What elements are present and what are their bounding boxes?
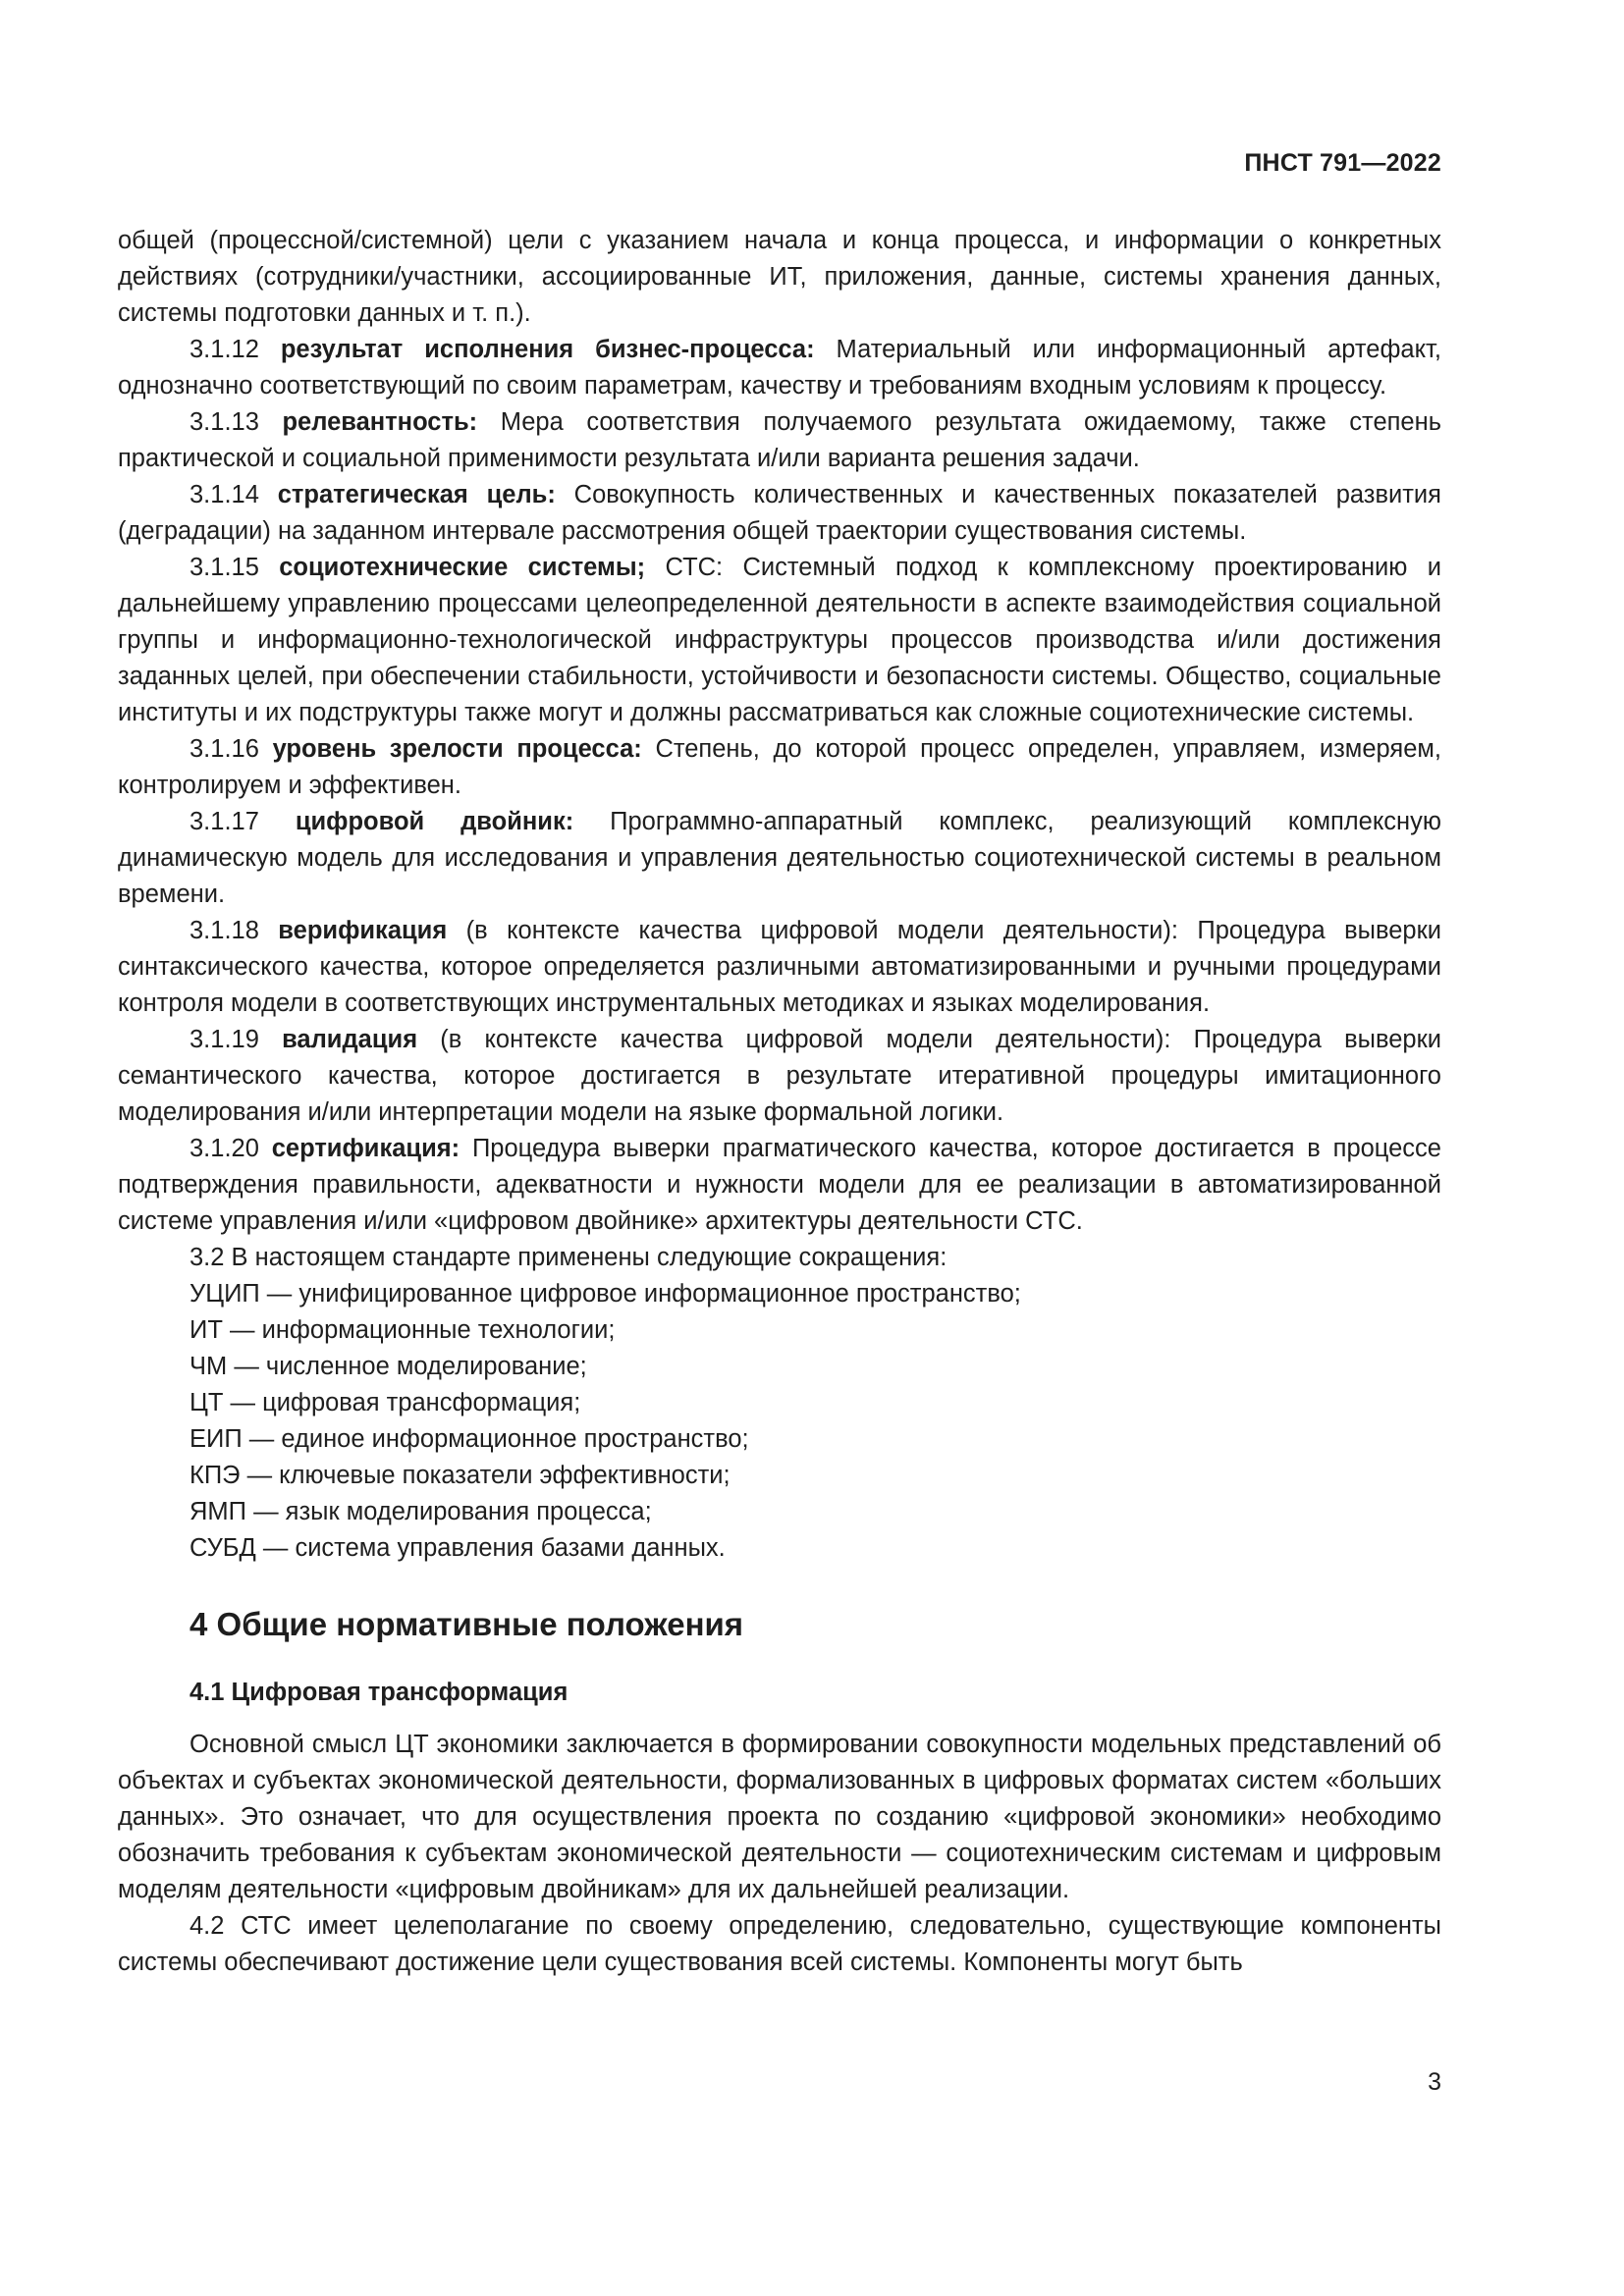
definition-3-1-14 [118,477,1441,550]
definition-number: 3.1.13 [189,408,259,436]
definition-number: 3.1.16 [189,735,259,763]
abbreviations-list [118,1276,1441,1567]
definition-text: Процедура выверки прагматического качества, которое достигается в процессе подтверждения правильности, адекватности и нужности модели для ее реализации в автоматизированной системе управления и/или «цифровом двойнике» архитектуры деятельности СТС. [118,1135,1441,1235]
abbreviation-item: КПЭ — ключевые показатели эффективности; [189,1462,731,1489]
definition-number: 3.1.15 [189,554,259,581]
abbreviation-item: ЕИП — единое информационное пространство; [189,1425,749,1453]
definition-3-1-13 [118,404,1441,477]
page-content [118,223,1441,1981]
definition-term: уровень зрелости процесса: [272,735,642,763]
definition-text: Степень, до которой процесс определен, управляем, измеряем, контролируем и эффективен. [118,735,1441,799]
definitions-list [118,332,1441,1240]
definition-number: 3.1.12 [189,336,259,363]
definition-term: социотехнические системы; [279,554,646,581]
definition-3-1-16 [118,731,1441,804]
section-paragraph: 4.2 СТС имеет целеполагание по своему определению, следовательно, существующие компоненты системы обеспечивают достижение цели существования всей системы. Компоненты могут быть [118,1912,1441,1976]
abbreviation-item: ЦТ — цифровая трансформация; [189,1389,581,1416]
abbreviation-item: СУБД — система управления базами данных. [189,1534,726,1562]
definition-text: Программно-аппаратный комплекс, реализующий комплексную динамическую модель для исследования и управления деятельностью социотехнической системы в реальном времени. [118,808,1442,908]
section-paragraph: Основной смысл ЦТ экономики заключается в формировании совокупности модельных представлений об объектах и субъектах экономической деятельности, формализованных в цифровых форматах систем «больших данных». Это означает, что для осуществления проекта по созданию «цифровой экономики» необходимо обозначить требования к субъектам экономической деятельности — социотехническим системам и цифровым моделям деятельности «цифровым двойникам» для их дальнейшей реализации. [118,1731,1441,1903]
definition-text: (в контексте качества цифровой модели деятельности): Процедура выверки семантического качества, которое достигается в результате итеративной процедуры имитационного моделирования и/или интерпретации модели на языке формальной логики. [118,1026,1442,1126]
definition-3-1-12 [118,332,1441,404]
definition-term: стратегическая цель: [277,481,556,508]
definition-number: 3.1.20 [189,1135,259,1162]
continuation-paragraph: общей (процессной/системной) цели с указанием начала и конца процесса, и информации о конкретных действиях (сотрудники/участники, ассоциированные ИТ, приложения, данные, системы хранения данных, системы подготовки данных и т. п.). [118,227,1441,327]
definition-term: верификация [278,917,448,944]
section-heading: 4 Общие нормативные положения [189,1606,744,1642]
definition-text: СТС: Системный подход к комплексному проектированию и дальнейшему управлению процессами целеопределенной деятельности в аспекте взаимодействия социальной группы и информационно-технологической инфраструктуры процессов производства и/или достижения заданных целей, при обеспечении стабильности, устойчивости и безопасности системы. Общество, социальные институты и их подструктуры также могут и должны рассматриваться как сложные социотехнические системы. [118,554,1441,726]
definition-text: Совокупность количественных и качественных показателей развития (деградации) на заданном интервале рассмотрения общей траектории существования системы. [118,481,1441,545]
subsection-heading: 4.1 Цифровая трансформация [189,1679,568,1706]
definition-number: 3.1.19 [189,1026,259,1053]
definition-text: Мера соответствия получаемого результата ожидаемому, также степень практической и социальной применимости результата и/или варианта решения задачи. [118,408,1441,472]
document-code: ПНСТ 791—2022 [1244,149,1441,177]
definition-number: 3.1.17 [189,808,259,835]
abbreviation-item: ИТ — информационные технологии; [189,1316,616,1344]
definition-term: результат исполнения бизнес-процесса: [280,336,815,363]
definition-3-1-20 [118,1131,1441,1240]
definition-number: 3.1.14 [189,481,259,508]
abbreviation-item: УЦИП — унифицированное цифровое информационное пространство; [189,1280,1021,1308]
definition-3-1-19 [118,1022,1441,1131]
definition-number: 3.1.18 [189,917,259,944]
definition-term: цифровой двойник: [295,808,574,835]
page-number: 3 [1428,2068,1441,2096]
definition-text: Материальный или информационный артефакт, однозначно соответствующий по своим параметрам, качеству и требованиям входным условиям к процессу. [118,336,1441,400]
definition-3-1-17 [118,804,1441,913]
definition-3-1-18 [118,913,1441,1022]
definition-text: (в контексте качества цифровой модели деятельности): Процедура выверки синтаксического качества, которое определяется различными автоматизированными и ручными процедурами контроля модели в соответствующих инструментальных методиках и языках моделирования. [118,917,1441,1017]
abbreviation-item: ЯМП — язык моделирования процесса; [189,1498,652,1525]
definition-3-1-15 [118,550,1441,731]
abbreviations-intro: 3.2 В настоящем стандарте применены следующие сокращения: [189,1244,947,1271]
definition-term: релевантность: [282,408,478,436]
definition-term: сертификация: [271,1135,460,1162]
abbreviation-item: ЧМ — численное моделирование; [189,1353,587,1380]
definition-term: валидация [282,1026,418,1053]
